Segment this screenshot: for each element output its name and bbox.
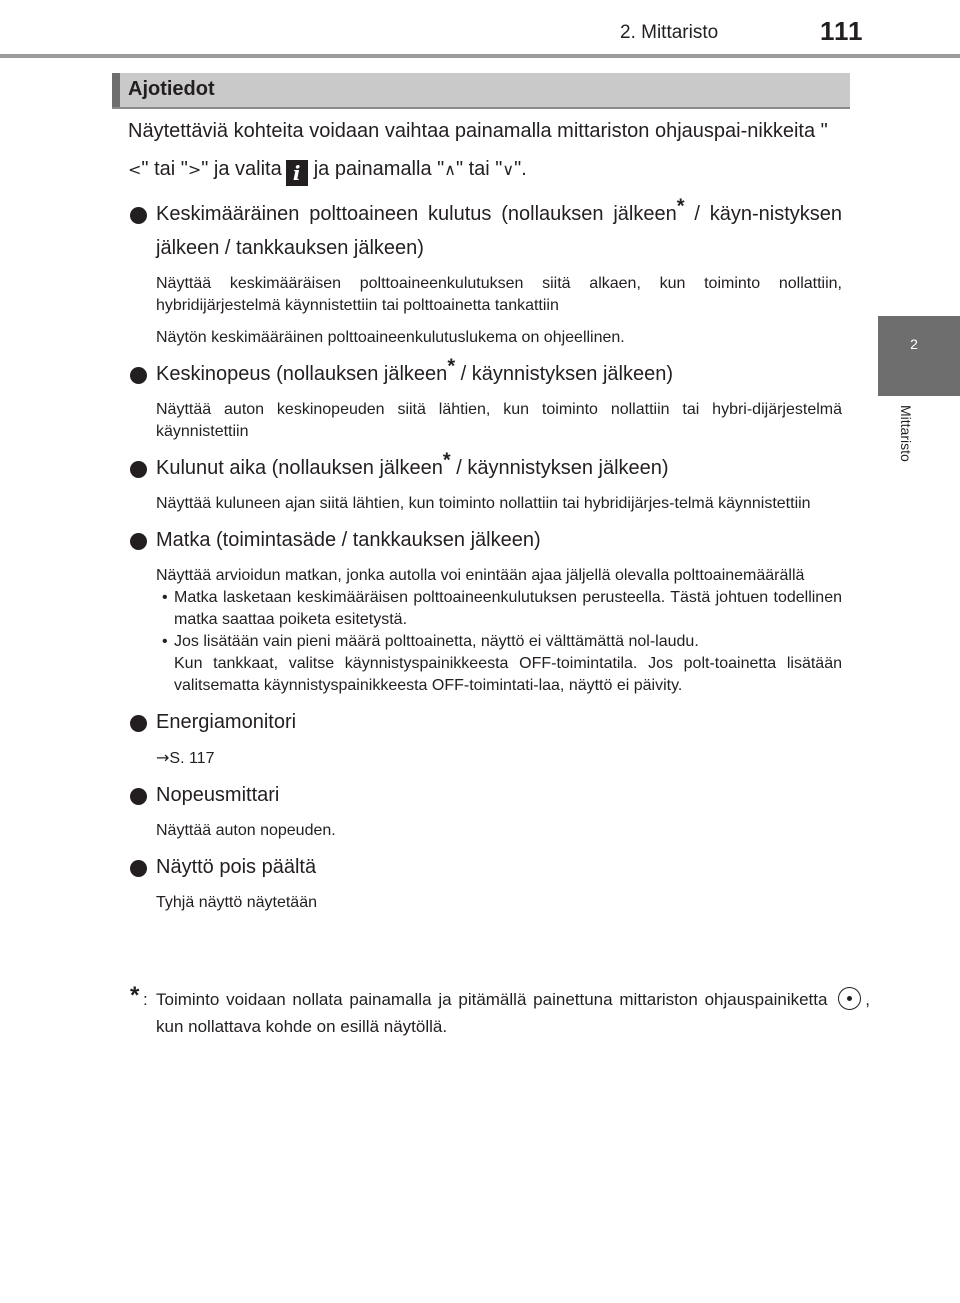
footnote-colon: : [143,990,148,1009]
bullet-icon [130,461,147,478]
item-description: Näyttää arvioidun matkan, jonka autolla voi enintään ajaa jäljellä olevalla polttoainemäärällä • Matka lasketaan keskimääräisen polttoaineenkulutuksen perusteella. Tästä johtuen todellinen matka saattaa poiketa esitetystä. • Jos lisätään vain pieni määrä polttoainetta, näyttö ei välttämättä nol-laudu. Kun tankkaat, valitse käynnistyspainikkeesta OFF-toimintatila. Jos polt-toainetta lisätään valitsematta käynnistyspainikkeesta OFF-toimintati-laa, näyttö ei päivity. [128,565,842,697]
item-description: Näyttää auton keskinopeuden siitä lähtien, kun toiminto nollattiin tai hybri-dijärjestelmä käynnistettiin [156,401,842,440]
page-number: 111 [820,16,864,46]
asterisk-marker: * [676,195,685,218]
list-item-elapsed-time: Kulunut aika (nollauksen jälkeen* / käynnistyksen jälkeen) [128,451,842,485]
bullet-icon [130,207,147,224]
list-item-average-speed: Keskinopeus (nollauksen jälkeen* / käynnistyksen jälkeen) [128,357,842,391]
chapter-tab-number: 2 [910,336,918,352]
bullet-icon [130,367,147,384]
sub-bullet: • Jos lisätään vain pieni määrä polttoainetta, näyttö ei välttämättä nol-laudu. Kun tankkaat, valitse käynnistyspainikkeesta OFF-toimintatila. Jos polt-toainetta lisätään valitsematta käynnistyspainikkeesta OFF-toimintati-laa, näyttö ei päivity. [156,631,842,697]
chapter-tab-label: Mittaristo [898,405,914,462]
item-description: Näyttää kuluneen ajan siitä lähtien, kun toiminto nollattiin tai hybridijärjes-telmä käynnistettiin [156,495,811,512]
bullet-icon [130,788,147,805]
content [128,112,842,914]
header-rule [0,54,960,58]
footnote: * : Toiminto voidaan nollata painamalla ja pitämällä painettuna mittariston ohjauspainiketta , kun nollattava kohde on esillä näytöllä. [130,982,870,1036]
footnote-asterisk: * [130,982,140,1009]
list-item-display-off: Näyttö pois päältä [128,850,842,884]
list-item-distance: Matka (toimintasäde / tankkauksen jälkeen) [128,523,842,557]
section-heading-bar [112,73,850,109]
section-heading-accent [112,73,120,107]
item-description: Näyttää auton nopeuden. [156,822,336,839]
list-item-average-fuel: Keskimääräinen polttoaineen kulutus (nollauksen jälkeen* / käyn-nistyksen jälkeen / tankkauksen jälkeen) [128,197,842,265]
up-symbol: ∧ [444,160,456,179]
bullet-icon [130,533,147,550]
header-section-title: 2. Mittaristo [620,22,719,43]
asterisk-marker: * [447,355,456,378]
ok-button-icon [838,987,861,1010]
item-description [128,747,842,770]
arrow-right-icon: → [156,748,170,767]
bullet-icon [130,860,147,877]
list-item-speedometer: Nopeusmittari [128,778,842,812]
down-symbol: ∨ [502,160,515,179]
info-icon: i [286,160,308,186]
bullet-icon [130,715,147,732]
asterisk-marker: * [442,449,451,472]
item-description: Näyttää keskimääräisen polttoaineenkulutuksen siitä alkaen, kun toiminto nollattiin, hybridijärjestelmä käynnistettiin tai polttoainetta tankattiin Näytön keskimääräinen polttoaineenkulutuslukema on ohjeellinen. [156,275,842,346]
section-title: Ajotiedot [128,78,215,100]
left-arrow-symbol: < [128,160,142,179]
sub-bullet: • Matka lasketaan keskimääräisen polttoaineenkulutuksen perusteella. Tästä johtuen todellinen matka saattaa poiketa esitetystä. [156,587,842,631]
item-description: Tyhjä näyttö näytetään [156,894,317,911]
right-arrow-symbol: > [187,160,202,179]
sub-bullet-list [156,587,842,697]
list-item-energy-monitor: Energiamonitori [128,705,842,739]
intro-paragraph: Näytettäviä kohteita voidaan vaihtaa painamalla mittariston ohjauspai-nikkeita "<" tai ">" ja valita i ja painamalla "∧" tai "∨". [128,120,828,185]
chapter-tab [878,316,960,396]
page-reference-link[interactable]: S. 117 [169,750,215,767]
